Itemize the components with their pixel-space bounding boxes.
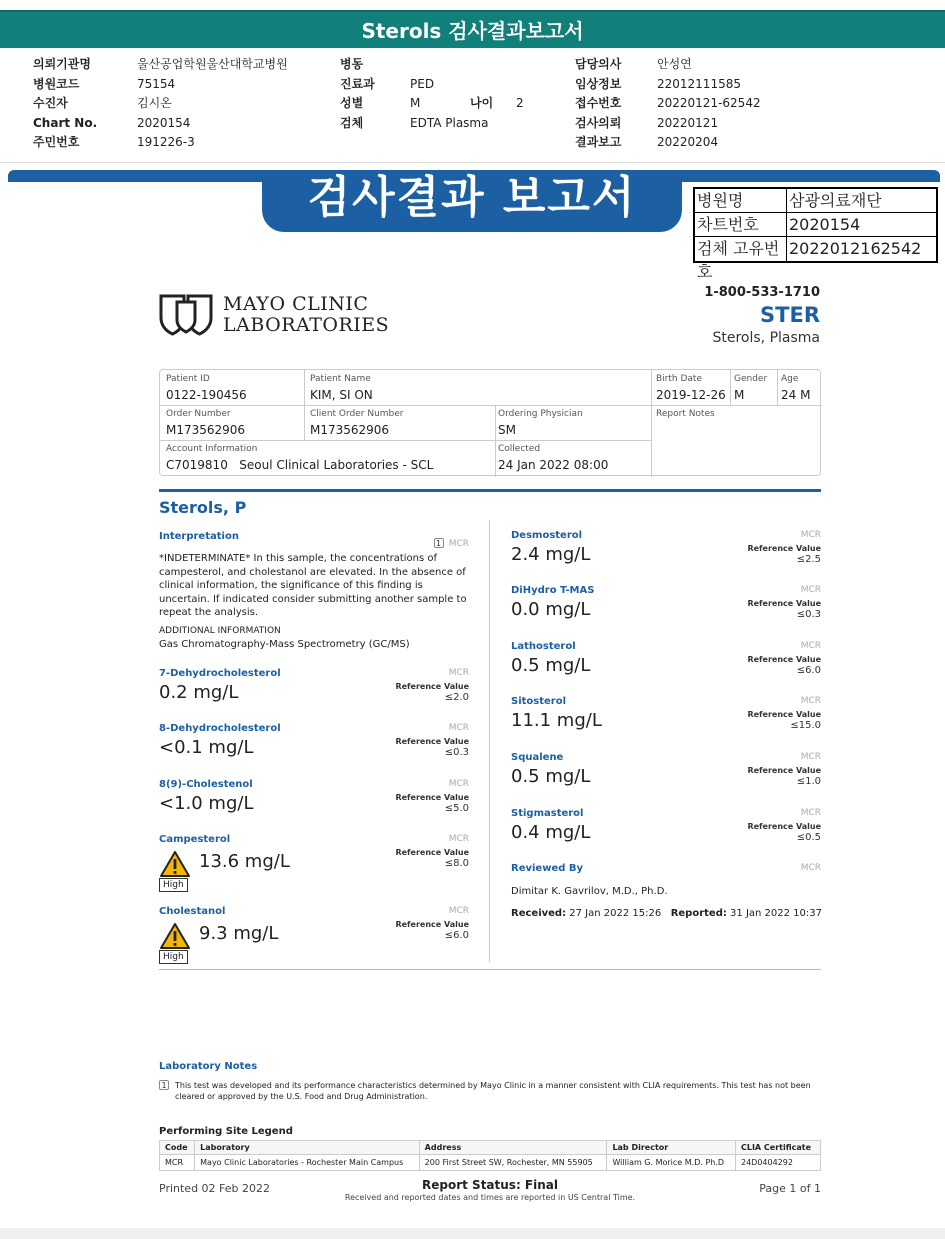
high-flag: High (159, 950, 188, 964)
mcr-tag: MCR (800, 530, 821, 540)
mcr-tag: MCR (800, 641, 821, 651)
label-ward: 병동 (340, 57, 364, 71)
report-title: Sterols 검사결과보고서 (0, 10, 945, 48)
header-divider (0, 162, 945, 163)
test-name: Sitosterol (511, 696, 567, 707)
cell-gender: Gender M (734, 374, 768, 402)
mcr-tag: MCR (448, 723, 469, 733)
cell-clia: 24D0404292 (735, 1155, 820, 1171)
cell-address: 200 First Street SW, Rochester, MN 55905 (419, 1155, 607, 1171)
label-chart-no: Chart No. (33, 115, 98, 130)
test-8-dehydrocholesterol (159, 723, 469, 783)
note-text: This test was developed and its performance characteristics determined by Mayo Clinic in a manner consistent with CLIA requirements. This test has not been cleared or approved by the U.S. Food and Drug Administration. (175, 1081, 811, 1101)
test-cholestanol (159, 906, 469, 966)
warning-icon (159, 922, 191, 950)
additional-info-value: Gas Chromatography-Mass Spectrometry (GC/MS) (159, 638, 410, 650)
test-name: Desmosterol (511, 530, 583, 541)
test-name: Campesterol (159, 834, 231, 845)
test-value: 11.1 mg/L (511, 710, 602, 731)
header-col-2 (340, 55, 524, 133)
reference-value: Reference Value ≤15.0 (747, 710, 821, 731)
label-specimen: 검체 (340, 115, 364, 130)
value-request-date: 20220121 (657, 115, 719, 130)
test-code: STER (760, 303, 820, 327)
th-laboratory: Laboratory (195, 1141, 420, 1155)
reference-value: Reference Value ≤6.0 (395, 920, 469, 941)
section-divider (159, 489, 821, 492)
mayo-logo (159, 294, 389, 336)
additional-info-label: ADDITIONAL INFORMATION (159, 625, 281, 636)
test-value: 0.2 mg/L (159, 682, 239, 703)
label-age: 나이 (470, 96, 494, 110)
table-row (160, 1155, 821, 1171)
test-name: DiHydro T-MAS (511, 585, 595, 596)
box-label-specimen-id: 검체 고유번호 (695, 237, 787, 261)
results-end-divider (159, 969, 821, 970)
report-status-note: Received and reported dates and times are reported in US Central Time. (344, 1193, 636, 1202)
hospital-info-box (693, 187, 938, 281)
box-value-specimen-id: 2022012162542 (789, 239, 922, 258)
test-squalene (511, 752, 821, 812)
label-institution: 의뢰기관명 (33, 57, 91, 71)
cell-report-notes: Report Notes (656, 409, 715, 419)
reference-value: Reference Value ≤5.0 (395, 793, 469, 814)
cell-order-number: Order Number M173562906 (166, 409, 246, 437)
reviewed-by-label: Reviewed By (511, 863, 584, 874)
mcr-tag: MCR (448, 834, 469, 844)
reviewed-by-name: Dimitar K. Gavrilov, M.D., Ph.D. (511, 886, 668, 897)
interpretation-block (159, 531, 469, 650)
label-department: 진료과 (340, 76, 375, 91)
th-address: Address (419, 1141, 607, 1155)
label-sex: 성별 (340, 96, 364, 110)
test-desmosterol (511, 530, 821, 590)
value-chart-no: 2020154 (137, 115, 191, 130)
box-value-chart: 2020154 (789, 215, 861, 234)
header-col-1 (33, 55, 288, 153)
reference-value: Reference Value ≤0.3 (747, 599, 821, 620)
cell-patient-id: Patient ID 0122-190456 (166, 374, 247, 402)
test-name: Stigmasterol (511, 808, 584, 819)
label-resident-no: 주민번호 (33, 135, 80, 149)
reference-value: Reference Value ≤1.0 (747, 766, 821, 787)
reference-value: Reference Value ≤0.3 (395, 737, 469, 758)
test-value: 0.5 mg/L (511, 655, 591, 676)
value-resident-no: 191226-3 (137, 135, 195, 149)
page-number: Page 1 of 1 (759, 1182, 821, 1195)
value-department: PED (410, 76, 435, 91)
performing-site-legend-label: Performing Site Legend (159, 1126, 293, 1137)
mcr-tag: MCR (448, 779, 469, 789)
interpretation-label: Interpretation (159, 531, 239, 542)
box-value-hospital: 삼광의료재단 (789, 191, 882, 210)
phone-number: 1-800-533-1710 (704, 285, 820, 300)
test-stigmasterol (511, 808, 821, 868)
th-code: Code (160, 1141, 195, 1155)
test-name: Cholestanol (159, 906, 226, 917)
cell-patient-name: Patient Name KIM, SI ON (310, 374, 373, 402)
cell-age: Age 24 M (781, 374, 811, 402)
mcr-tag: MCR (800, 808, 821, 818)
value-hospital-code: 75154 (137, 76, 176, 91)
performing-site-table (159, 1140, 821, 1171)
cell-code: MCR (160, 1155, 195, 1171)
test-value: 13.6 mg/L (199, 851, 290, 872)
reported-date: Reported: 31 Jan 2022 10:37 (670, 908, 822, 919)
cell-physician: Ordering Physician SM (498, 409, 583, 437)
column-divider (489, 520, 490, 962)
test-name: 8-Dehydrocholesterol (159, 723, 281, 734)
mcr-tag: MCR (800, 752, 821, 762)
value-sex: M (410, 96, 421, 110)
box-label-chart: 차트번호 (695, 213, 787, 236)
test-value: 2.4 mg/L (511, 544, 591, 565)
value-accession-no: 20220121-62542 (657, 96, 761, 110)
banner-title: 검사결과 보고서 (262, 170, 682, 232)
mcr-tag: MCR (800, 863, 821, 873)
reviewed-by-block (511, 863, 821, 897)
value-specimen: EDTA Plasma (410, 115, 489, 130)
test-value: <0.1 mg/L (159, 737, 254, 758)
reference-value: Reference Value ≤8.0 (395, 848, 469, 869)
reference-value: Reference Value ≤2.5 (747, 544, 821, 565)
note-badge: 1 (434, 538, 444, 548)
test-value: 0.0 mg/L (511, 599, 591, 620)
value-report-date: 20220204 (657, 135, 719, 149)
test-value: <1.0 mg/L (159, 793, 254, 814)
logo-text-line2: LABORATORIES (223, 314, 390, 336)
cell-account: Account Information C7019810 Seoul Clinical Laboratories - SCL (166, 444, 434, 472)
test-value: 0.4 mg/L (511, 822, 591, 843)
test-name: Lathosterol (511, 641, 576, 652)
mcr-tag: MCR (448, 539, 469, 549)
interpretation-note-ref (434, 531, 469, 550)
logo-text-line1: MAYO CLINIC (223, 293, 369, 315)
value-institution: 울산공업학원울산대학교병원 (137, 57, 288, 71)
cell-collected: Collected 24 Jan 2022 08:00 (498, 444, 609, 472)
value-clinical-info: 22012111585 (657, 76, 741, 91)
reference-value: Reference Value ≤2.0 (395, 682, 469, 703)
mcr-tag: MCR (800, 696, 821, 706)
reference-value: Reference Value ≤0.5 (747, 822, 821, 843)
header-col-3 (575, 55, 761, 153)
test-dihydro-t-mas (511, 585, 821, 645)
test-name: Squalene (511, 752, 564, 763)
label-report-date: 결과보고 (575, 135, 622, 149)
test-8-9-cholestenol (159, 779, 469, 839)
patient-info-table (159, 369, 821, 476)
label-clinical-info: 임상정보 (575, 76, 622, 91)
note-badge: 1 (159, 1080, 169, 1090)
mayo-shields-icon (159, 294, 213, 336)
test-value: 9.3 mg/L (199, 923, 279, 944)
printed-date: Printed 02 Feb 2022 (159, 1182, 271, 1195)
cell-birth-date: Birth Date 2019-12-26 (656, 374, 726, 402)
report-status-text: Report Status: Final (422, 1178, 558, 1192)
mcr-tag: MCR (448, 668, 469, 678)
laboratory-notes (159, 1061, 821, 1102)
test-name: 7-Dehydrocholesterol (159, 668, 281, 679)
label-request-date: 검사의뢰 (575, 115, 622, 130)
reference-value: Reference Value ≤6.0 (747, 655, 821, 676)
test-sitosterol (511, 696, 821, 756)
value-doctor: 안성연 (657, 57, 692, 71)
cell-laboratory: Mayo Clinic Laboratories - Rochester Main Campus (195, 1155, 420, 1171)
warning-icon (159, 850, 191, 878)
test-lathosterol (511, 641, 821, 701)
laboratory-note-item (159, 1080, 821, 1102)
test-7-dehydrocholesterol (159, 668, 469, 728)
report-status (340, 1178, 640, 1202)
label-patient: 수진자 (33, 96, 68, 110)
box-label-hospital: 병원명 (695, 189, 787, 212)
value-patient: 김시온 (137, 96, 172, 110)
laboratory-notes-label: Laboratory Notes (159, 1061, 258, 1072)
th-clia: CLIA Certificate (735, 1141, 820, 1155)
section-title: Sterols, P (159, 498, 247, 517)
value-age: 2 (516, 96, 524, 110)
cell-client-order: Client Order Number M173562906 (310, 409, 404, 437)
interpretation-text: *INDETERMINATE* In this sample, the concentrations of campesterol, and cholestanol are elevated. In the absence of clinical information, the significance of this finding is uncertain. If indicated consider submitting another sample to repeat the analysis. (159, 553, 467, 618)
label-hospital-code: 병원코드 (33, 76, 80, 91)
mcr-tag: MCR (448, 906, 469, 916)
test-code-name: Sterols, Plasma (712, 330, 820, 346)
cell-lab-director: William G. Morice M.D. Ph.D (607, 1155, 736, 1171)
test-value: 0.5 mg/L (511, 766, 591, 787)
test-campesterol (159, 834, 469, 894)
high-flag: High (159, 878, 188, 892)
received-date: Received: 27 Jan 2022 15:26 (511, 908, 662, 919)
test-name: 8(9)-Cholestenol (159, 779, 253, 790)
label-accession-no: 접수번호 (575, 96, 622, 110)
th-lab-director: Lab Director (607, 1141, 736, 1155)
label-doctor: 담당의사 (575, 57, 622, 71)
mcr-tag: MCR (800, 585, 821, 595)
